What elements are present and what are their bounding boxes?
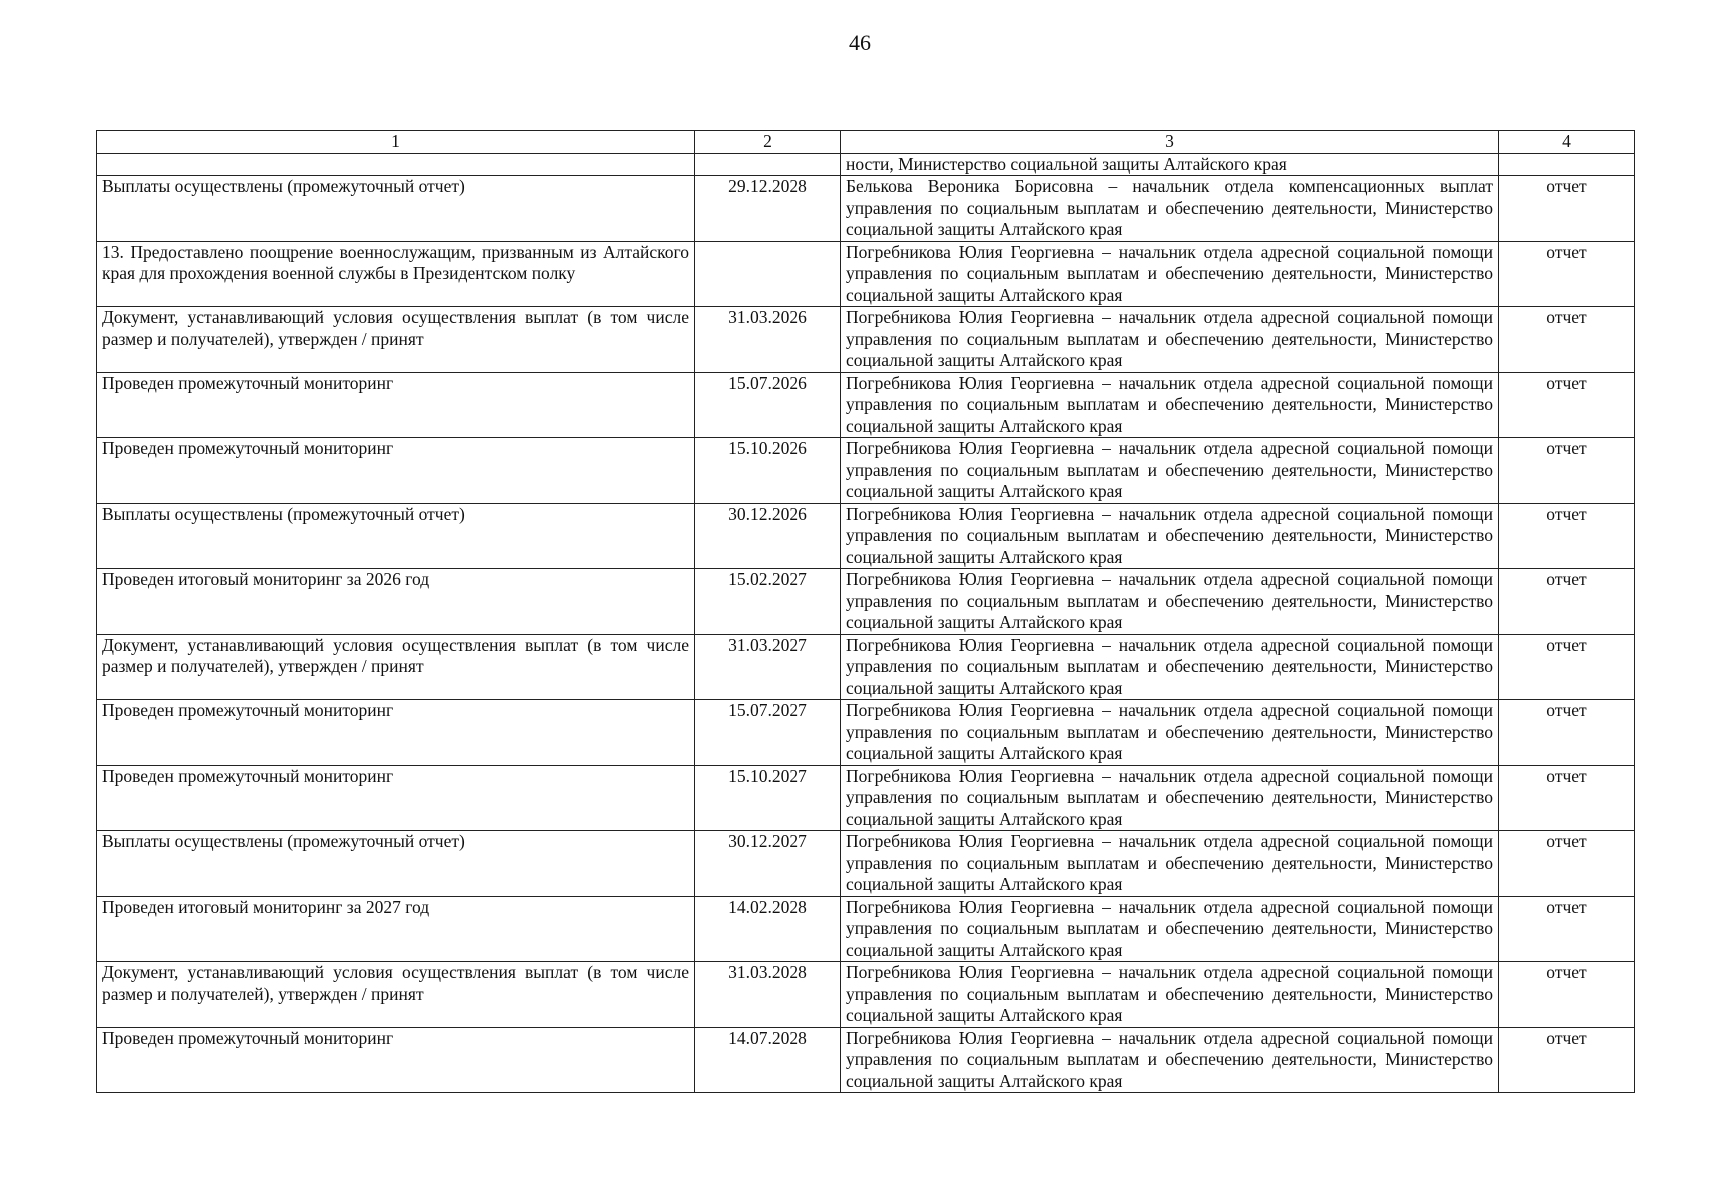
table-body: [97, 153, 1635, 1093]
responsible-cell: Погребникова Юлия Георгиевна – начальник отдела адресной социальной помощи управления по социальным выплатам и обеспечению деятельности, Министерство социальной защиты Алтайского края: [841, 831, 1499, 897]
event-cell: Проведен промежуточный мониторинг: [97, 700, 695, 766]
event-cell: Выплаты осуществлены (промежуточный отчет): [97, 831, 695, 897]
responsible-cell: Погребникова Юлия Георгиевна – начальник отдела адресной социальной помощи управления по социальным выплатам и обеспечению деятельности, Министерство социальной защиты Алтайского края: [841, 634, 1499, 700]
schedule-table: [96, 130, 1635, 1093]
page-number: 46: [849, 30, 871, 55]
document-type-cell: отчет: [1499, 307, 1635, 373]
table-row: [97, 438, 1635, 504]
document-type-cell: отчет: [1499, 700, 1635, 766]
date-cell: 14.02.2028: [695, 896, 841, 962]
table-row: [97, 153, 1635, 176]
date-cell: 31.03.2028: [695, 962, 841, 1028]
date-cell: [695, 241, 841, 307]
table-row: [97, 241, 1635, 307]
date-cell: 30.12.2026: [695, 503, 841, 569]
date-cell: 15.10.2027: [695, 765, 841, 831]
document-type-cell: отчет: [1499, 372, 1635, 438]
column-header-4: 4: [1499, 131, 1635, 154]
document-type-cell: отчет: [1499, 1027, 1635, 1093]
date-cell: 15.02.2027: [695, 569, 841, 635]
document-type-cell: отчет: [1499, 896, 1635, 962]
responsible-cell: Погребникова Юлия Георгиевна – начальник отдела адресной социальной помощи управления по социальным выплатам и обеспечению деятельности, Министерство социальной защиты Алтайского края: [841, 1027, 1499, 1093]
document-type-cell: отчет: [1499, 962, 1635, 1028]
table-row: [97, 372, 1635, 438]
responsible-cell: Погребникова Юлия Георгиевна – начальник отдела адресной социальной помощи управления по социальным выплатам и обеспечению деятельности, Министерство социальной защиты Алтайского края: [841, 438, 1499, 504]
date-cell: 30.12.2027: [695, 831, 841, 897]
responsible-cell: Погребникова Юлия Георгиевна – начальник отдела адресной социальной помощи управления по социальным выплатам и обеспечению деятельности, Министерство социальной защиты Алтайского края: [841, 241, 1499, 307]
table-row: [97, 831, 1635, 897]
document-type-cell: отчет: [1499, 241, 1635, 307]
event-cell: Проведен итоговый мониторинг за 2026 год: [97, 569, 695, 635]
table-row: [97, 307, 1635, 373]
event-cell: Проведен промежуточный мониторинг: [97, 765, 695, 831]
event-cell: [97, 153, 695, 176]
document-type-cell: отчет: [1499, 634, 1635, 700]
table-row: [97, 765, 1635, 831]
document-type-cell: [1499, 153, 1635, 176]
event-cell: Документ, устанавливающий условия осуществления выплат (в том числе размер и получателей), утвержден / принят: [97, 962, 695, 1028]
table-header-row: [97, 131, 1635, 154]
column-header-2: 2: [695, 131, 841, 154]
date-cell: 15.10.2026: [695, 438, 841, 504]
table-row: [97, 634, 1635, 700]
responsible-cell: Погребникова Юлия Георгиевна – начальник отдела адресной социальной помощи управления по социальным выплатам и обеспечению деятельности, Министерство социальной защиты Алтайского края: [841, 700, 1499, 766]
table-row: [97, 896, 1635, 962]
document-type-cell: отчет: [1499, 503, 1635, 569]
date-cell: [695, 153, 841, 176]
event-cell: Выплаты осуществлены (промежуточный отчет): [97, 503, 695, 569]
event-cell: Проведен промежуточный мониторинг: [97, 438, 695, 504]
table-row: [97, 503, 1635, 569]
document-type-cell: отчет: [1499, 765, 1635, 831]
responsible-cell: Погребникова Юлия Георгиевна – начальник отдела адресной социальной помощи управления по социальным выплатам и обеспечению деятельности, Министерство социальной защиты Алтайского края: [841, 372, 1499, 438]
responsible-cell: Белькова Вероника Борисовна – начальник отдела компенсационных выплат управления по социальным выплатам и обеспечению деятельности, Министерство социальной защиты Алтайского края: [841, 176, 1499, 242]
table-row: [97, 962, 1635, 1028]
date-cell: 31.03.2026: [695, 307, 841, 373]
event-cell: Проведен промежуточный мониторинг: [97, 1027, 695, 1093]
date-cell: 15.07.2026: [695, 372, 841, 438]
column-header-1: 1: [97, 131, 695, 154]
date-cell: 31.03.2027: [695, 634, 841, 700]
event-cell: 13. Предоставлено поощрение военнослужащим, призванным из Алтайского края для прохождения военной службы в Президентском полку: [97, 241, 695, 307]
responsible-cell: Погребникова Юлия Георгиевна – начальник отдела адресной социальной помощи управления по социальным выплатам и обеспечению деятельности, Министерство социальной защиты Алтайского края: [841, 962, 1499, 1028]
responsible-cell: Погребникова Юлия Георгиевна – начальник отдела адресной социальной помощи управления по социальным выплатам и обеспечению деятельности, Министерство социальной защиты Алтайского края: [841, 765, 1499, 831]
document-type-cell: отчет: [1499, 176, 1635, 242]
event-cell: Выплаты осуществлены (промежуточный отчет): [97, 176, 695, 242]
column-header-3: 3: [841, 131, 1499, 154]
table-row: [97, 176, 1635, 242]
responsible-cell: Погребникова Юлия Георгиевна – начальник отдела адресной социальной помощи управления по социальным выплатам и обеспечению деятельности, Министерство социальной защиты Алтайского края: [841, 307, 1499, 373]
table-row: [97, 700, 1635, 766]
responsible-cell: Погребникова Юлия Георгиевна – начальник отдела адресной социальной помощи управления по социальным выплатам и обеспечению деятельности, Министерство социальной защиты Алтайского края: [841, 896, 1499, 962]
table-row: [97, 569, 1635, 635]
event-cell: Проведен промежуточный мониторинг: [97, 372, 695, 438]
table-row: [97, 1027, 1635, 1093]
responsible-cell: ности, Министерство социальной защиты Алтайского края: [841, 153, 1499, 176]
date-cell: 14.07.2028: [695, 1027, 841, 1093]
event-cell: Проведен итоговый мониторинг за 2027 год: [97, 896, 695, 962]
document-type-cell: отчет: [1499, 438, 1635, 504]
document-type-cell: отчет: [1499, 569, 1635, 635]
event-cell: Документ, устанавливающий условия осуществления выплат (в том числе размер и получателей), утвержден / принят: [97, 634, 695, 700]
responsible-cell: Погребникова Юлия Георгиевна – начальник отдела адресной социальной помощи управления по социальным выплатам и обеспечению деятельности, Министерство социальной защиты Алтайского края: [841, 503, 1499, 569]
event-cell: Документ, устанавливающий условия осуществления выплат (в том числе размер и получателей), утвержден / принят: [97, 307, 695, 373]
document-type-cell: отчет: [1499, 831, 1635, 897]
date-cell: 15.07.2027: [695, 700, 841, 766]
date-cell: 29.12.2028: [695, 176, 841, 242]
responsible-cell: Погребникова Юлия Георгиевна – начальник отдела адресной социальной помощи управления по социальным выплатам и обеспечению деятельности, Министерство социальной защиты Алтайского края: [841, 569, 1499, 635]
